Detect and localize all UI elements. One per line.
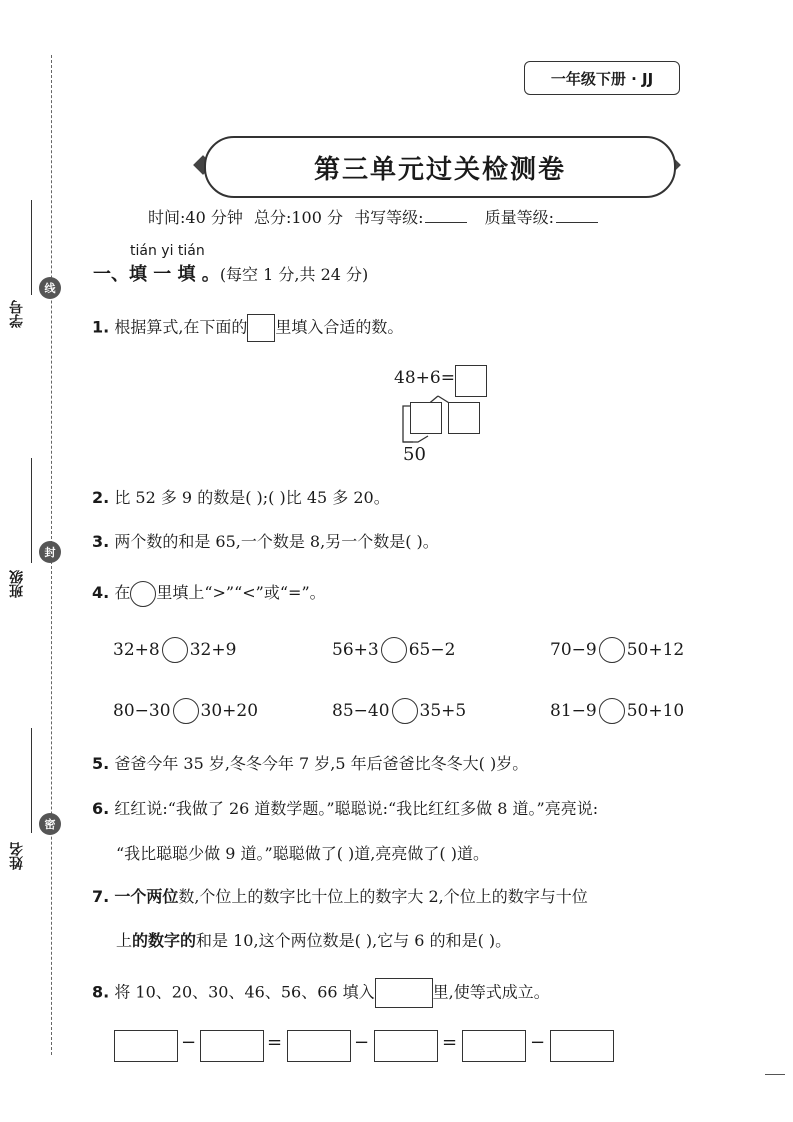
question-5 (92, 751, 528, 774)
q8-operator: − (354, 1032, 370, 1053)
class-label: 班级 (9, 570, 25, 598)
total-score-info: 总分:100 分 (253, 208, 343, 227)
example-circle (130, 581, 156, 607)
writing-grade-blank[interactable] (425, 222, 467, 223)
section-score-note: (每空 1 分,共 24 分) (219, 265, 369, 284)
question-text: 爸爸今年 35 岁,冬冬今年 7 岁,5 年后爸爸比冬冬大( )岁。 (114, 754, 529, 773)
quality-grade-label: 质量等级: (484, 208, 554, 227)
question-text: 将 10、20、30、46、56、66 填入 (114, 982, 375, 1002)
name-label: 姓名 (9, 842, 25, 870)
question-text: 里填入合适的数。 (275, 317, 404, 337)
question-number: 1. (92, 317, 110, 337)
question-8 (92, 978, 550, 1008)
comparison-right: 30+20 (200, 701, 259, 721)
question-text: 上 (116, 931, 133, 950)
comparison-left: 56+3 (332, 640, 379, 660)
comparison-item (550, 637, 684, 663)
comparison-item (332, 637, 455, 663)
exam-info-line (148, 205, 602, 228)
example-box (375, 978, 433, 1008)
q8-operator: = (442, 1032, 458, 1053)
section-heading (93, 260, 368, 286)
question-text: 里填上“>”“<”或“=”。 (156, 583, 326, 602)
section-pinyin: tián yi tián (130, 243, 205, 259)
q8-operator: − (530, 1032, 546, 1053)
q8-answer-box[interactable] (114, 1030, 178, 1062)
comparison-item (113, 637, 236, 663)
q1-split-box-right[interactable] (448, 402, 480, 434)
q8-answer-box[interactable] (374, 1030, 438, 1062)
binding-mark-line: 线 (39, 277, 61, 299)
q1-equation: 48+6= (394, 368, 455, 388)
question-text: 根据算式,在下面的 (114, 317, 248, 337)
q8-answer-box[interactable] (200, 1030, 264, 1062)
comparison-right: 32+9 (189, 640, 237, 660)
comparison-left: 70−9 (550, 640, 597, 660)
student-id-label: 学号 (9, 300, 25, 328)
question-text: 和是 10,这个两位数是( ),它与 6 的和是( )。 (196, 931, 512, 950)
question-3 (92, 529, 439, 552)
q8-answer-box[interactable] (287, 1030, 351, 1062)
question-2 (92, 485, 390, 508)
comparison-circle[interactable] (599, 637, 625, 663)
question-text-emphasis: 一个两位 (114, 887, 179, 906)
question-number: 4. (92, 583, 110, 602)
question-7 (92, 884, 588, 907)
q8-answer-box[interactable] (462, 1030, 526, 1062)
section-title: 一、填 一 填 。 (93, 264, 220, 285)
example-square (247, 314, 275, 342)
question-text: 在 (114, 583, 131, 602)
question-6 (92, 796, 598, 819)
comparison-circle[interactable] (381, 637, 407, 663)
question-text: 比 52 多 9 的数是( );( )比 45 多 20。 (114, 488, 390, 507)
q1-split-box-left[interactable] (410, 402, 442, 434)
comparison-right: 50+10 (626, 701, 685, 721)
comparison-left: 32+8 (113, 640, 160, 660)
comparison-item (113, 698, 258, 724)
question-number: 2. (92, 488, 110, 507)
comparison-item (332, 698, 466, 724)
question-1 (92, 314, 403, 342)
binding-mark-seal: 封 (39, 541, 61, 563)
comparison-item (550, 698, 684, 724)
question-text: 两个数的和是 65,一个数是 8,另一个数是( )。 (114, 532, 439, 551)
question-4 (92, 580, 326, 607)
name-field[interactable] (31, 728, 32, 833)
writing-grade-label: 书写等级: (354, 208, 424, 227)
question-text-emphasis: 的数字的 (132, 931, 197, 950)
binding-mark-secret: 密 (39, 813, 61, 835)
comparison-right: 50+12 (626, 640, 685, 660)
comparison-circle[interactable] (599, 698, 625, 724)
comparison-left: 80−30 (113, 701, 171, 721)
question-7-line-2 (116, 928, 511, 951)
q8-operator: − (181, 1032, 197, 1053)
question-text: 里,使等式成立。 (432, 982, 550, 1002)
comparison-left: 85−40 (332, 701, 390, 721)
q8-operator: = (267, 1032, 283, 1053)
exam-title: 第三单元过关检测卷 (204, 136, 676, 198)
question-text: 红红说:“我做了 26 道数学题。”聪聪说:“我比红红多做 8 道。”亮亮说: (114, 799, 599, 818)
comparison-right: 65−2 (408, 640, 456, 660)
question-number: 3. (92, 532, 110, 551)
quality-grade-blank[interactable] (556, 222, 598, 223)
comparison-left: 81−9 (550, 701, 597, 721)
question-6-line-2: “我比聪聪少做 9 道。”聪聪做了( )道,亮亮做了( )道。 (116, 844, 489, 863)
q1-bottom-number: 50 (403, 444, 426, 465)
student-id-field[interactable] (31, 200, 32, 295)
class-field[interactable] (31, 458, 32, 563)
grade-badge: 一年级下册 · JJ (524, 61, 680, 95)
page-edge-mark (765, 1074, 785, 1075)
question-number: 6. (92, 799, 110, 818)
comparison-circle[interactable] (162, 637, 188, 663)
comparison-circle[interactable] (173, 698, 199, 724)
q8-answer-box[interactable] (550, 1030, 614, 1062)
time-info: 时间:40 分钟 (148, 208, 243, 227)
comparison-right: 35+5 (419, 701, 467, 721)
question-text: 数,个位上的数字比十位上的数字大 2,个位上的数字与十位 (178, 887, 588, 906)
question-number: 7. (92, 887, 110, 906)
question-number: 8. (92, 982, 110, 1002)
question-number: 5. (92, 754, 110, 773)
comparison-circle[interactable] (392, 698, 418, 724)
